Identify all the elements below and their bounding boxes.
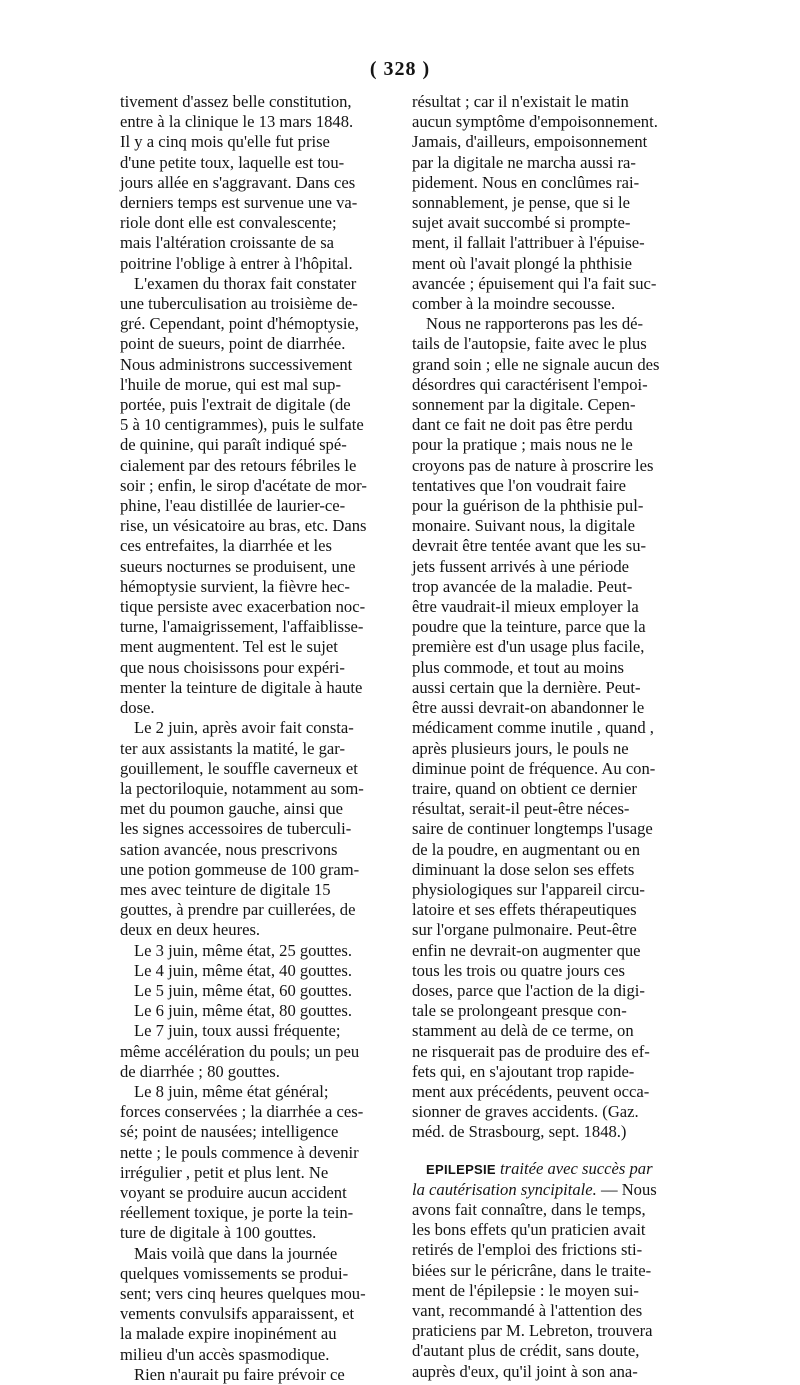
text-line: pidement. Nous en conclûmes rai- [412,172,640,192]
paragraph [412,92,680,314]
text-line: aucun symptôme d'empoisonnement. [412,112,658,132]
text-line: Nous administrons successivement [120,354,353,374]
text-line: avancée ; épuisement qui l'a fait suc- [412,273,657,293]
text-line: traire, quand on obtient ce dernier [412,778,637,798]
text-line: tique persiste avec exacerbation noc- [120,597,366,617]
paragraph [120,941,390,961]
text-line: dant ce fait ne doit pas être perdu [412,415,633,435]
text-line: ces entrefaites, la diarrhée et les [120,536,332,556]
text-line: une tuberculisation au troisième de- [120,294,358,314]
text-line: devrait être tentée avant que les su- [412,536,647,556]
text-line: gouillement, le souffle caverneux et [120,758,358,778]
text-line: rise, un vésicatoire au bras, etc. Dans [120,516,367,536]
text-line: sation avancée, nous prescrivons [120,839,338,859]
text-line: de diarrhée ; 80 gouttes. [120,1061,280,1081]
text-line: pour la pratique ; mais nous ne le [412,435,633,455]
text-line: monaire. Suivant nous, la digitale [412,516,636,536]
text-line: Jamais, d'ailleurs, empoisonnement [412,132,648,152]
text-line: doses, parce que l'action de la digi- [412,980,645,1000]
text-line: sueurs nocturnes se produisent, une [120,556,356,576]
text-line: sonnement par la digitale. Cepen- [412,395,636,415]
text-line: sent; vers cinq heures quelques mou- [120,1283,366,1303]
right-text-column [412,92,680,1382]
text-line: d'autant plus de crédit, sans doute, [412,1341,640,1361]
text-line: tails de l'autopsie, faite avec le plus [412,334,647,354]
text-line: résultat ; car il n'existait le matin [412,92,629,111]
text-line: physiologiques sur l'appareil circu- [412,879,645,899]
text-line: première est d'un usage plus facile, [412,637,645,657]
text-line: sionner de graves accidents. (Gaz. [412,1102,639,1122]
left-text-column [120,92,390,1385]
text-line: médicament comme inutile , quand , [412,718,654,738]
text-line: les bons effets qu'un praticien avait [412,1220,646,1240]
text-line: ment augmentent. Tel est le sujet [120,637,338,657]
section-heading: EPILEPSIE [426,1161,496,1177]
text-line: ture de digitale à 100 gouttes. [120,1223,317,1243]
text-line: ter aux assistants la matité, le gar- [120,738,345,758]
text-line: 5 à 10 centigrammes), puis le sulfate [120,415,364,435]
text-line: Le 3 juin, même état, 25 gouttes. [134,940,352,960]
text-line: ne risquerait pas de produire des ef- [412,1041,650,1061]
text-line: deux en deux heures. [120,920,261,940]
epilepsie-section [412,1159,680,1382]
text-line: Le 6 juin, même état, 80 gouttes. [134,1001,352,1021]
text-line: être aussi devrait-on abandonner le [412,698,645,718]
text-line: enfin ne devrait-on augmenter que [412,940,641,960]
text-line: fets qui, en s'ajoutant trop rapide- [412,1061,635,1081]
text-line: grand soin ; elle ne signale aucun des [412,354,660,374]
text-line: ment de l'épilepsie : le moyen sui- [412,1280,639,1300]
paragraph [120,1365,390,1385]
text-line: phine, l'eau distillée de laurier-ce- [120,496,346,516]
text-line: pour la guérison de la phthisie pul- [412,496,644,516]
text-line: hémoptysie survient, la fièvre hec- [120,576,350,596]
text-line: jets fussent arrivés à une période [412,556,630,576]
paragraph [120,961,390,981]
text-line: Le 8 juin, même état général; [134,1081,329,1101]
page-number: ( 328 ) [369,58,431,80]
text-line: Nous ne rapporterons pas les dé- [426,314,644,334]
text-line: sé; point de nausées; intelligence [120,1122,339,1142]
text-line: après plusieurs jours, le pouls ne [412,738,629,758]
text-line: poudre que la teinture, parce que la [412,617,646,637]
text-line: sujet avait succombé si prompte- [412,213,631,233]
text-line: portée, puis l'extrait de digitale (de [120,395,351,415]
paragraph [120,92,390,274]
text-line: vant, recommandé à l'attention des [412,1300,643,1320]
text-line: cialement par des retours fébriles le [120,455,357,475]
section-divider [412,1143,680,1159]
text-line: Le 4 juin, même état, 40 gouttes. [134,960,352,980]
text-line: saire de continuer longtemps l'usage [412,819,653,839]
text-line: résultat, serait-il peut-être néces- [412,799,630,819]
text-line: stamment au delà de ce terme, on [412,1021,634,1041]
paragraph [120,981,390,1001]
text-line: turne, l'amaigrissement, l'affaiblisse- [120,617,364,637]
text-line: Le 5 juin, même état, 60 gouttes. [134,980,352,1000]
paragraph [412,314,680,1142]
paragraph [120,1082,390,1244]
text-line: ment où l'avait plongé la phthisie [412,253,633,273]
text-line: retirés de l'emploi des frictions sti- [412,1240,643,1260]
text-line: mais l'altération croissante de sa [120,233,335,253]
text-line: quelques vomissements se produi- [120,1263,349,1283]
text-line: tentatives que l'on voudrait faire [412,475,627,495]
text-line: sur l'organe pulmonaire. Peut-être [412,920,637,940]
text-line: comber à la moindre secousse. [412,294,616,314]
text-line: la pectoriloquie, notamment au som- [120,778,364,798]
text-line: tous les trois ou quatre jours ces [412,960,625,980]
paragraph [120,274,390,718]
text-line: être vaudrait-il mieux employer la [412,597,639,617]
text-line: forces conservées ; la diarrhée a ces- [120,1102,364,1122]
text-line: Le 7 juin, toux aussi fréquente; [134,1021,341,1041]
text-line: la cautérisation syncipitale. — Nous [412,1179,657,1199]
text-line: Mais voilà que dans la journée [134,1243,338,1263]
text-line: Rien n'aurait pu faire prévoir ce [134,1364,345,1384]
text-line: méd. de Strasbourg, sept. 1848.) [412,1122,627,1142]
text-line: tivement d'assez belle constitution, [120,92,352,111]
text-line: trop avancée de la maladie. Peut- [412,576,633,596]
text-line: de quinine, qui paraît indiqué spé- [120,435,347,455]
text-line: croyons pas de nature à proscrire les [412,455,654,475]
paragraph [120,1021,390,1082]
text-line: avons fait connaître, dans le temps, [412,1199,646,1219]
text-line: diminue point de fréquence. Au con- [412,758,656,778]
text-line: auprès d'eux, qu'il joint à son ana- [412,1361,638,1381]
text-line: L'examen du thorax fait constater [134,273,357,293]
text-line: réellement toxique, je porte la tein- [120,1203,354,1223]
text-line: ment, il fallait l'attribuer à l'épuise- [412,233,645,253]
text-line: jours allée en s'aggravant. Dans ces [120,172,356,192]
text-line: que nous choisissons pour expéri- [120,657,345,677]
text-line: met du poumon gauche, ainsi que [120,799,344,819]
text-line: voyant se produire aucun accident [120,1182,347,1202]
text-line: désordres qui caractérisent l'empoi- [412,374,648,394]
text-line: irrégulier , petit et plus lent. Ne [120,1162,329,1182]
text-line: dose. [120,698,155,718]
text-line: gouttes, à prendre par cuillerées, de [120,900,356,920]
text-line: nette ; le pouls commence à devenir [120,1142,359,1162]
text-line: point de sueurs, point de diarrhée. [120,334,346,354]
text-line: ment aux précédents, peuvent occa- [412,1081,650,1101]
text-line: praticiens par M. Lebreton, trouvera [412,1321,653,1341]
text-line: sonnablement, je pense, que si le [412,193,630,213]
text-line: biées sur le péricrâne, dans le traite- [412,1260,652,1280]
text-line: menter la teinture de digitale à haute [120,677,363,697]
text-line: Il y a cinq mois qu'elle fut prise [120,132,330,152]
text-line: riole dont elle est convalescente; [120,213,337,233]
section-heading-italic: traitée avec succès par [495,1158,653,1178]
paragraph [120,718,390,940]
text-line: plus commode, et tout au moins [412,657,625,677]
text-line: entre à la clinique le 13 mars 1848. [120,112,354,132]
text-line: de la poudre, en augmentant ou en [412,839,641,859]
text-line: diminuant la dose selon ses effets [412,859,635,879]
text-line: soir ; enfin, le sirop d'acétate de mor- [120,475,367,495]
text-line: vements convulsifs apparaissent, et [120,1304,355,1324]
text-line: d'une petite toux, laquelle est tou- [120,152,345,172]
text-line: Le 2 juin, après avoir fait consta- [134,718,354,738]
text-line: derniers temps est survenue une va- [120,193,358,213]
section-heading-line [412,1159,680,1180]
text-line: tale se prolongeant presque con- [412,1001,627,1021]
text-line: poitrine l'oblige à entrer à l'hôpital. [120,253,353,273]
paragraph [120,1001,390,1021]
text-line: par la digitale ne marcha aussi ra- [412,152,636,172]
text-line: gré. Cependant, point d'hémoptysie, [120,314,359,334]
text-line: la malade expire inopinément au [120,1324,337,1344]
text-line: milieu d'un accès spasmodique. [120,1344,330,1364]
text-line: une potion gommeuse de 100 gram- [120,859,360,879]
text-line: même accélération du pouls; un peu [120,1041,360,1061]
text-line: aussi certain que la dernière. Peut- [412,677,641,697]
text-line: mes avec teinture de digitale 15 [120,879,331,899]
text-line: les signes accessoires de tuberculi- [120,819,352,839]
text-line: l'huile de morue, qui est mal sup- [120,374,341,394]
text-line: latoire et ses effets thérapeutiques [412,900,637,920]
